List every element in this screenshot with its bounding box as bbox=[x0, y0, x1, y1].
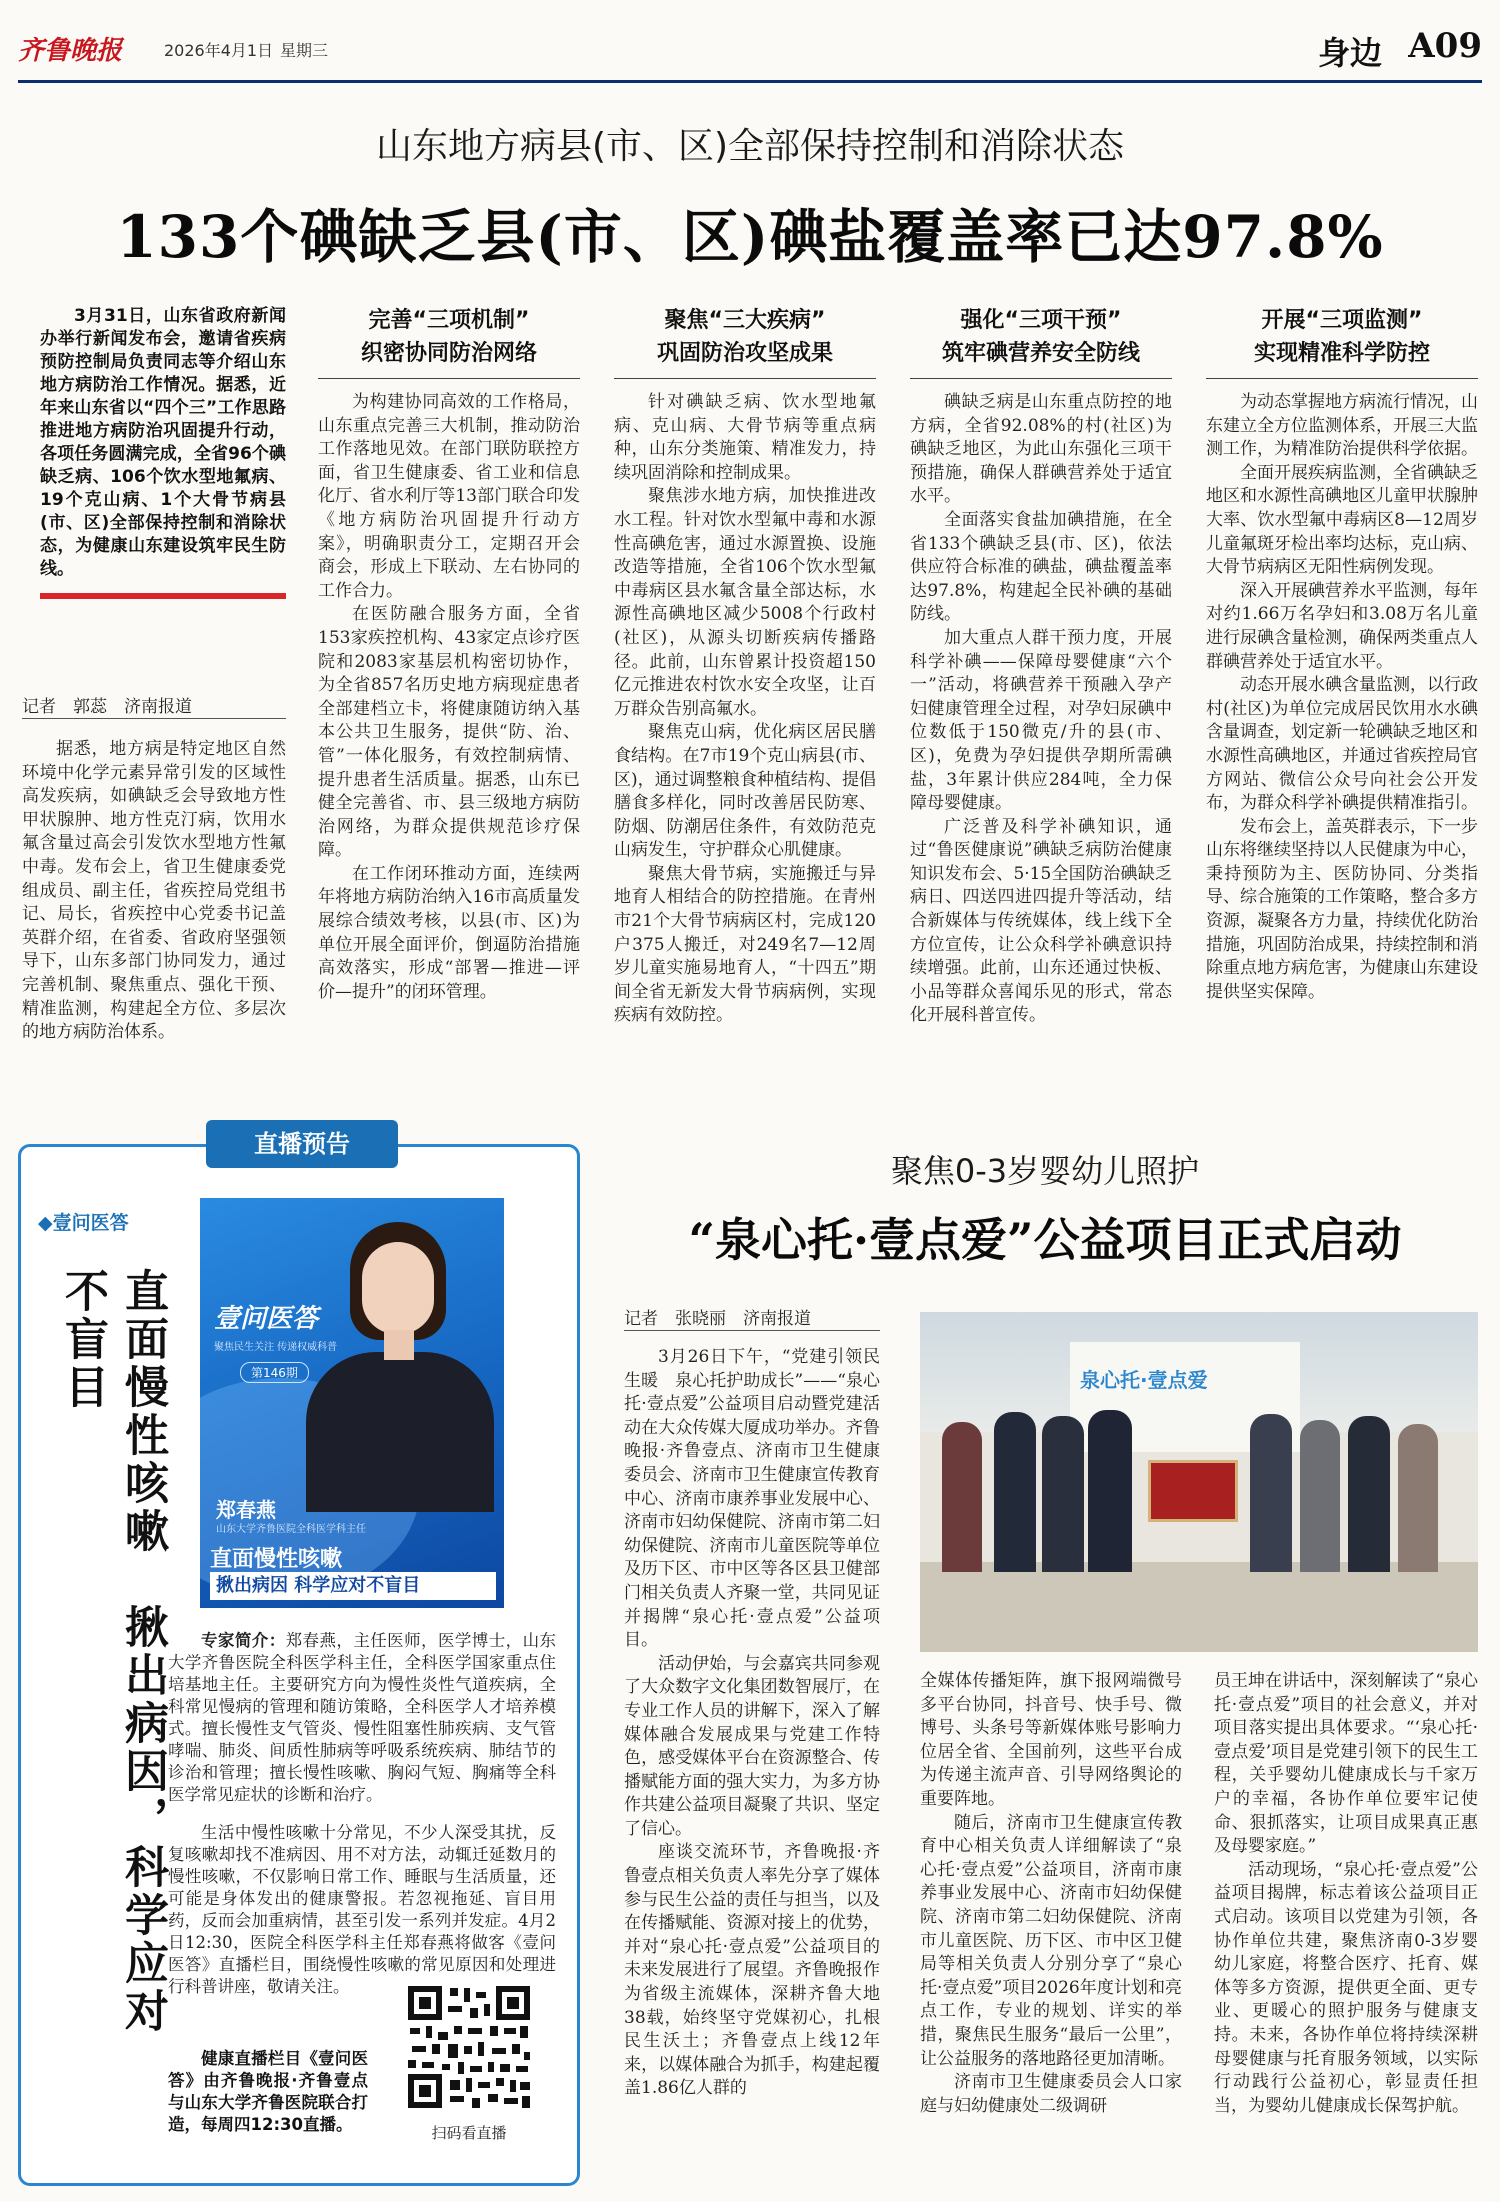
intro-paragraph: 据悉，地方病是特定地区自然环境中化学元素异常引发的区域性高发疾病，如碘缺乏会导致地方性甲状腺肿、地方性克汀病，饮用水氟含量过高会引发饮水型地方性氟中毒。发布会上，省卫生健康委党组成员、副主任，省疾控局党组书记、局长，省疾控中心党委书记盖英群介绍，在省委、省政府坚强领导下，山东多部门协同发力，通过完善机制、聚焦重点、强化干预、精准监测，构建起全方位、多层次的地方病防治体系。 bbox=[22, 739, 286, 1043]
live-intro bbox=[168, 1630, 556, 1806]
poster-caption-2: 揪出病因 科学应对不盲目 bbox=[210, 1572, 496, 1600]
article2-paragraph: 活动伊始，与会嘉宾共同参观了大众数字文化集团数智展厅，在专业工作人员的讲解下，深入了解媒体融合发展成果与党建工作特色，感受媒体平台在资源整合、传播赋能方面的强大实力，为多方协作共建公益项目凝聚了共识、坚定了信心。 bbox=[624, 1653, 880, 1839]
article2-kicker: 聚焦0-3岁婴幼儿照护 bbox=[890, 1152, 1200, 1190]
article2-byline: 记者 张晓丽 济南报道 bbox=[624, 1309, 811, 1329]
article2-headline: “泉心托·壹点爱”公益项目正式启动 bbox=[688, 1213, 1402, 1267]
column-subtitle: 织密协同防治网络 bbox=[360, 341, 537, 366]
byline-rule bbox=[22, 718, 286, 719]
column-paragraph: 全面开展疾病监测，全省碘缺乏地区和水源性高碘地区儿童甲状腺肿大率、饮水型氟中毒病区8—12周岁儿童氟斑牙检出率均达标，克山病、大骨节病病区无阳性病例发现。 bbox=[1206, 462, 1478, 578]
column-paragraph: 动态开展水碘含量监测，以行政村(社区)为单位完成居民饮用水水碘含量调查，划定新一轮碘缺乏地区和水源性高碘地区，并通过省疾控局官方网站、微信公众号向社会公开发布，为群众科学补碘提供精准指引。 bbox=[1206, 675, 1478, 814]
column-paragraph: 针对碘缺乏病、饮水型地氟病、克山病、大骨节病等重点病种，山东分类施策、精准发力，持续巩固消除和控制成果。 bbox=[614, 392, 876, 483]
qr-caption: 扫码看直播 bbox=[431, 2124, 507, 2142]
article1-column-4 bbox=[1206, 304, 1478, 1004]
live-poster bbox=[200, 1198, 504, 1608]
column-title: 开展“三项监测” bbox=[1261, 308, 1423, 333]
poster-doctor-name: 郑春燕 bbox=[216, 1498, 276, 1522]
live-text-2: 健康直播栏目《壹问医答》由齐鲁晚报·齐鲁壹点与山东大学齐鲁医院联合打造，每周四12:30直播。 bbox=[168, 2049, 368, 2134]
masthead-rule bbox=[18, 80, 1482, 83]
column-subtitle: 筑牢碘营养安全防线 bbox=[941, 341, 1140, 366]
live-brand: ◆壹问医答 bbox=[38, 1212, 129, 1234]
live-intro-label: 专家简介： bbox=[201, 1631, 286, 1650]
column-paragraph: 在医防融合服务方面，全省153家疾控机构、43家定点诊疗医院和2083家基层机构密切协作，为全省857名历史地方病现症患者全部建档立卡，将健康随访纳入基本公共卫生服务，提供“防、治、管”一体化服务，有效控制病情、提升患者生活质量。据悉，山东已健全完善省、市、县三级地方病防治网络，为群众提供规范诊疗保障。 bbox=[318, 604, 580, 861]
column-title: 聚焦“三大疾病” bbox=[664, 308, 826, 333]
doctor-neck bbox=[384, 1330, 414, 1360]
column-paragraph: 聚焦大骨节病，实施搬迁与异地育人相结合的防控措施。在青州市21个大骨节病病区村，完成120户375人搬迁，对249名7—12周岁儿童实施易地育人，“十四五”期间全省无新发大骨节病病例，实现疾病有效防控。 bbox=[614, 863, 876, 1026]
live-intro-text: 郑春燕，主任医师，医学博士，山东大学齐鲁医院全科医学科主任，全科医学国家重点住培基地主任。主要研究方向为慢性炎性气道疾病，全科常见慢病的管理和随访策略，全科医学人才培养模式。擅长慢性支气管炎、慢性阻塞性肺疾病、支气管哮喘、肺炎、间质性肺病等呼吸系统疾病、肺结节的诊治和管理；擅长慢性咳嗽、胸闷气短、胸痛等全科医学常见症状的诊断和治疗。 bbox=[168, 1631, 557, 1804]
masthead bbox=[18, 28, 1482, 80]
article1-byline: 记者 郭蕊 济南报道 bbox=[22, 697, 192, 717]
photo-person bbox=[942, 1422, 982, 1572]
poster-caption-1: 直面慢性咳嗽 bbox=[210, 1547, 343, 1572]
article2-paragraph: 全媒体传播矩阵，旗下报网端微号多平台协同，抖音号、快手号、微博号、头条号等新媒体账号影响力位居全省、全国前列，这些平台成为传递主流声音、引导网络舆论的重要阵地。 bbox=[920, 1671, 1182, 1809]
column-paragraph: 聚焦涉水地方病，加快推进改水工程。针对饮水型氟中毒和水源性高碘危害，通过水源置换、设施改造等措施，全省106个饮水型氟中毒病区县水氟含量全部达标，水源性高碘地区减少5008个行政村(社区)，从源头切断疾病传播路径。此前，山东曾累计投资超150亿元推进农村饮水安全攻坚，让百万群众告别高氟水。 bbox=[614, 486, 876, 719]
article1-intro bbox=[22, 738, 286, 1045]
article2-column-3 bbox=[1214, 1670, 1478, 2118]
live-preview-tag: 直播预告 bbox=[206, 1120, 398, 1168]
photo-person bbox=[1398, 1424, 1438, 1572]
column-paragraph: 广泛普及科学补碘知识，通过“鲁医健康说”碘缺乏病防治健康知识发布会、5·15全国防治碘缺乏病日、四送四进四提升等活动，结合新媒体与传统媒体，线上线下全方位宣传，让公众科学补碘意识持续增强。此前，山东还通过快板、小品等群众喜闻乐见的形式，常态化开展科普宣传。 bbox=[910, 816, 1172, 1026]
column-paragraph: 加大重点人群干预力度，开展科学补碘——保障母婴健康“六个一”活动，将碘营养干预融入孕产妇健康管理全过程，对孕妇尿碘中位数低于150微克/升的县(市、区)，免费为孕妇提供孕期所需碘盐，3年累计供应284吨，全力保障母婴健康。 bbox=[910, 627, 1172, 814]
article2-column-1 bbox=[624, 1346, 880, 2101]
article1-column-2 bbox=[614, 304, 876, 1028]
column-paragraph: 深入开展碘营养水平监测，每年对约1.66万名孕妇和3.08万名儿童进行尿碘含量检测，确保两类重点人群碘营养处于适宜水平。 bbox=[1206, 580, 1478, 672]
photo-person bbox=[1300, 1420, 1340, 1572]
qr-code-graphic bbox=[404, 1982, 534, 2112]
event-photo bbox=[920, 1312, 1478, 1652]
poster-logo: 壹问医答 bbox=[214, 1304, 319, 1334]
doctor-face bbox=[362, 1242, 434, 1334]
poster-issue: 第146期 bbox=[240, 1362, 309, 1383]
column-paragraph: 发布会上，盖英群表示，下一步山东将继续坚持以人民健康为中心，秉持预防为主、医防协同、分类指导、综合施策的工作策略，整合多方资源，凝聚各方力量，持续优化防治措施，巩固防治成果，持续控制和消除重点地方病危害，为健康山东建设提供坚实保障。 bbox=[1206, 816, 1478, 1002]
issue-date: 2026年4月1日 bbox=[164, 41, 274, 60]
column-title: 强化“三项干预” bbox=[960, 308, 1122, 333]
issue-weekday: 星期三 bbox=[280, 41, 329, 60]
article1-lead bbox=[40, 305, 286, 599]
photo-person bbox=[1042, 1416, 1084, 1572]
article2-paragraph: 济南市卫生健康委员会人口家庭与妇幼健康处二级调研 bbox=[920, 2072, 1182, 2116]
article2-paragraph: 活动现场，“泉心托·壹点爱”公益项目揭牌，标志着该公益项目正式启动。该项目以党建为引领，各协作单位共建，聚焦济南0-3岁婴幼儿家庭，将整合医疗、托育、媒体等多方资源，提供更全面、更专业、更暖心的照护服务与健康支持。未来，各协作单位将持续深耕母婴健康与托育服务领域，以实际行动践行公益初心，彰显责任担当，为婴幼儿健康成长保驾护航。 bbox=[1214, 1859, 1478, 2116]
photo-person bbox=[1088, 1410, 1132, 1572]
doctor-body bbox=[306, 1352, 494, 1512]
photo-backdrop-text: 泉心托·壹点爱 bbox=[1080, 1368, 1208, 1392]
article1-column-1 bbox=[318, 304, 580, 1004]
live-text-1: 生活中慢性咳嗽十分常见，不少人深受其扰，反复咳嗽却找不准病因、用不对方法，动辄迁延数月的慢性咳嗽，不仅影响日常工作、睡眠与生活质量，还可能是身体发出的健康警报。若忽视拖延、盲目用药，反而会加重病情，甚至引发一系列并发症。4月2日12:30，医院全科医学科主任郑春燕将做客《壹问医答》直播栏目，围绕慢性咳嗽的常见原因和处理进行科普讲座，敬请关注。 bbox=[168, 1823, 556, 1996]
photo-person bbox=[1250, 1414, 1292, 1572]
column-paragraph: 为动态掌握地方病流行情况，山东建立全方位监测体系，开展三大监测工作，为精准防治提供科学依据。 bbox=[1206, 392, 1478, 460]
page-number: A09 bbox=[1408, 26, 1482, 66]
column-paragraph: 全面落实食盐加碘措施，在全省133个碘缺乏县(市、区)，依法供应符合标准的碘盐，碘盐覆盖率达97.8%，构建起全民补碘的基础防线。 bbox=[910, 509, 1172, 625]
article2-paragraph: 座谈交流环节，齐鲁晚报·齐鲁壹点相关负责人率先分享了媒体参与民生公益的责任与担当，以及在传播赋能、资源对接上的优势，并对“泉心托·壹点爱”公益项目的未来发展进行了展望。齐鲁晚报作为省级主流媒体，深耕齐鲁大地38载，始终坚守党媒初心，扎根民生沃土；齐鲁壹点上线12年来，以媒体融合为抓手，构建起覆盖1.86亿人群的 bbox=[624, 1842, 880, 2099]
newspaper-logo: 齐鲁晚报 bbox=[18, 36, 123, 66]
photo-person bbox=[994, 1412, 1036, 1572]
column-paragraph: 在工作闭环推动方面，连续两年将地方病防治纳入16市高质量发展综合绩效考核，以县(市、区)为单位开展全面评价，倒逼防治措施高效落实，形成“部署—推进—评价—提升”的闭环管理。 bbox=[318, 863, 580, 1002]
article2-column-2 bbox=[920, 1670, 1182, 2118]
article2-paragraph: 员王坤在讲话中，深刻解读了“泉心托·壹点爱”项目的社会意义，并对项目落实提出具体要求。“‘泉心托·壹点爱’项目是党建引领下的民生工程，关乎婴幼儿健康成长与千家万户的幸福，各协作单位要牢记使命、狠抓落实，让项目成果真正惠及母婴家庭。” bbox=[1214, 1671, 1478, 1857]
live-vertical-title: 直面慢性咳嗽 揪出病因，科学应对不盲目 bbox=[57, 1268, 168, 2036]
doctor-photo bbox=[300, 1212, 500, 1492]
column-subtitle: 实现精准科学防控 bbox=[1253, 341, 1430, 366]
photo-person bbox=[1348, 1416, 1390, 1572]
article1-kicker: 山东地方病县(市、区)全部保持控制和消除状态 bbox=[375, 126, 1125, 167]
lead-red-rule bbox=[40, 593, 286, 599]
column-title: 完善“三项机制” bbox=[368, 308, 530, 333]
column-paragraph: 为构建协同高效的工作格局，山东重点完善三大机制，推动防治工作落地见效。在部门联防联控方面，省卫生健康委、省工业和信息化厅、省水利厅等13部门联合印发《地方病防治巩固提升行动方案》，明确职责分工，定期召开会商会，形成上下联动、左右协同的工作合力。 bbox=[318, 392, 580, 601]
section-name: 身边 bbox=[1317, 34, 1382, 72]
column-paragraph: 碘缺乏病是山东重点防控的地方病，全省92.08%的村(社区)为碘缺乏地区，为此山东强化三项干预措施，确保人群碘营养处于适宜水平。 bbox=[910, 392, 1172, 507]
lead-text: 3月31日，山东省政府新闻办举行新闻发布会，邀请省疾病预防控制局负责同志等介绍山东地方病防治工作情况。据悉，近年来山东省以“四个三”工作思路推进地方病防治巩固提升行动，各项任务圆满完成，全省96个碘缺乏病、106个饮水型地氟病、19个克山病、1个大骨节病县(市、区)全部保持控制和消除状态，为健康山东建设筑牢民生防线。 bbox=[40, 306, 286, 579]
column-paragraph: 聚焦克山病，优化病区居民膳食结构。在7市19个克山病县(市、区)，通过调整粮食种植结构、提倡膳食多样化，同时改善居民防寒、防烟、防潮居住条件，有效防范克山病发生，守护群众心肌健康。 bbox=[614, 722, 876, 861]
photo-plaque bbox=[1148, 1460, 1238, 1522]
qr-code[interactable] bbox=[404, 1982, 534, 2112]
article2-byline-rule bbox=[624, 1330, 880, 1331]
article2-paragraph: 3月26日下午，“党建引领民生暖 泉心托护助成长”——“泉心托·壹点爱”公益项目启动暨党建活动在大众传媒大厦成功举办。齐鲁晚报·齐鲁壹点、济南市卫生健康委员会、济南市卫生健康宣传教育中心、济南市康养事业发展中心、济南市妇幼保健院、济南市第二妇幼保健院、济南市儿童医院等单位及历下区、市中区等各区县卫健部门相关负责人齐聚一堂，共同见证并揭牌“泉心托·壹点爱”公益项目。 bbox=[624, 1347, 880, 1651]
poster-logo-sub: 聚焦民生关注 传递权威科普 bbox=[214, 1342, 338, 1353]
column-subtitle: 巩固防治攻坚成果 bbox=[656, 341, 833, 366]
photo-table bbox=[920, 1562, 1478, 1652]
article1-headline: 133个碘缺乏县(市、区)碘盐覆盖率已达97.8% bbox=[116, 203, 1384, 271]
poster-doctor-title: 山东大学齐鲁医院全科医学科主任 bbox=[216, 1524, 366, 1535]
article1-column-3 bbox=[910, 304, 1172, 1028]
article2-paragraph: 随后，济南市卫生健康宣传教育中心相关负责人详细解读了“泉心托·壹点爱”公益项目，济南市康养事业发展中心、济南市妇幼保健院、济南市第二妇幼保健院、济南市儿童医院、历下区、市中区卫健局等相关负责人分别分享了“泉心托·壹点爱”项目2026年度计划和亮点工作，专业的规划、详实的举措，聚焦民生服务“最后一公里”，让公益服务的落地路径更加清晰。 bbox=[920, 1812, 1182, 2069]
